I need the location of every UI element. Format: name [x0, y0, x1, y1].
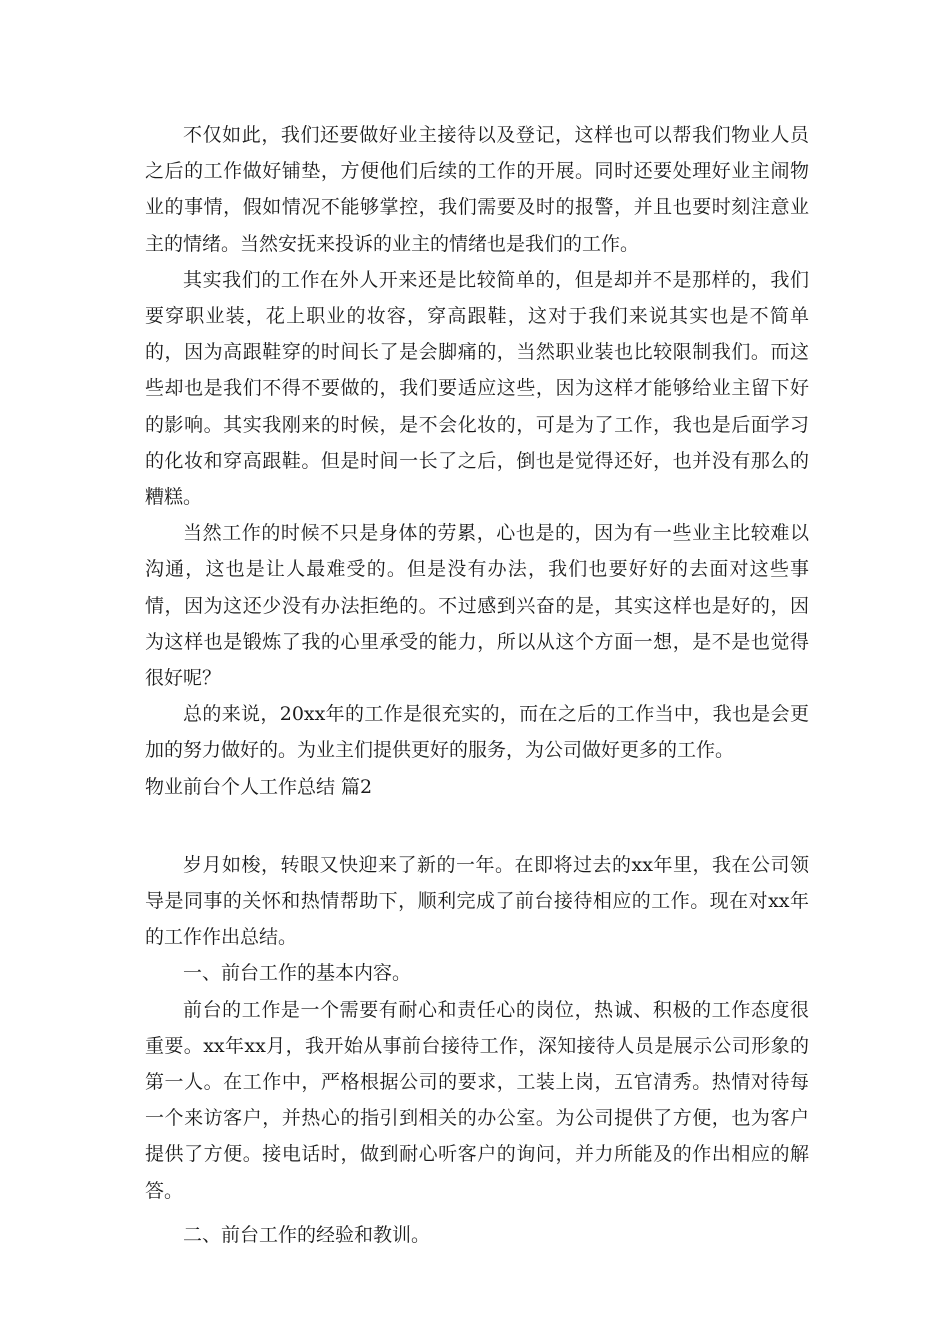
intro-paragraph: 岁月如梭，转眼又快迎来了新的一年。在即将过去的xx年里，我在公司领导是同事的关怀和热情帮助下，顺利完成了前台接待相应的工作。现在对xx年的工作作出总结。: [145, 853, 809, 949]
document-body: [145, 117, 809, 1253]
paragraph-1: 不仅如此，我们还要做好业主接待以及登记，这样也可以帮我们物业人员之后的工作做好铺垫，方便他们后续的工作的开展。同时还要处理好业主闹物业的事情，假如情况不能够掌控，我们需要及时的报警，并且也要时刻注意业主的情绪。当然安抚来投诉的业主的情绪也是我们的工作。: [145, 124, 809, 255]
body-spacing: [145, 1209, 809, 1217]
paragraph-2: 其实我们的工作在外人开来还是比较简单的，但是却并不是那样的，我们要穿职业装，花上职业的妆容，穿高跟鞋，这对于我们来说其实也是不简单的，因为高跟鞋穿的时间长了是会脚痛的，当然职业装也比较限制我们。而这些却也是我们不得不要做的，我们要适应这些，因为这样才能够给业主留下好的影响。其实我刚来的时候，是不会化妆的，可是为了工作，我也是后面学习的化妆和穿高跟鞋。但是时间一长了之后，倒也是觉得还好，也并没有那么的糟糕。: [145, 268, 809, 509]
paragraph-4: 总的来说，20xx年的工作是很充实的，而在之后的工作当中，我也是会更加的努力做好的。为业主们提供更好的服务，为公司做好更多的工作。: [145, 703, 809, 762]
section-body-1: 前台的工作是一个需要有耐心和责任心的岗位，热诚、积极的工作态度很重要。xx年xx月，我开始从事前台接待工作，深知接待人员是展示公司形象的第一人。在工作中，严格根据公司的要求，工装上岗，五官清秀。热情对待每一个来访客户，并热心的指引到相关的办公室。为公司提供了方便，也为客户提供了方便。接电话时，做到耐心听客户的询问，并力所能及的作出相应的解答。: [145, 998, 809, 1202]
title-spacing: [145, 805, 809, 847]
paragraph-3: 当然工作的时候不只是身体的劳累，心也是的，因为有一些业主比较难以沟通，这也是让人最难受的。但是没有办法，我们也要好好的去面对这些事情，因为这还少没有办法拒绝的。不过感到兴奋的是，其实这样也是好的，因为这样也是锻炼了我的心里承受的能力，所以从这个方面一想，是不是也觉得很好呢？: [145, 522, 809, 690]
section-heading-1: 一、前台工作的基本内容。: [183, 962, 412, 985]
section-title: 物业前台个人工作总结 篇2: [145, 775, 373, 798]
section-heading-2: 二、前台工作的经验和教训。: [183, 1223, 431, 1246]
